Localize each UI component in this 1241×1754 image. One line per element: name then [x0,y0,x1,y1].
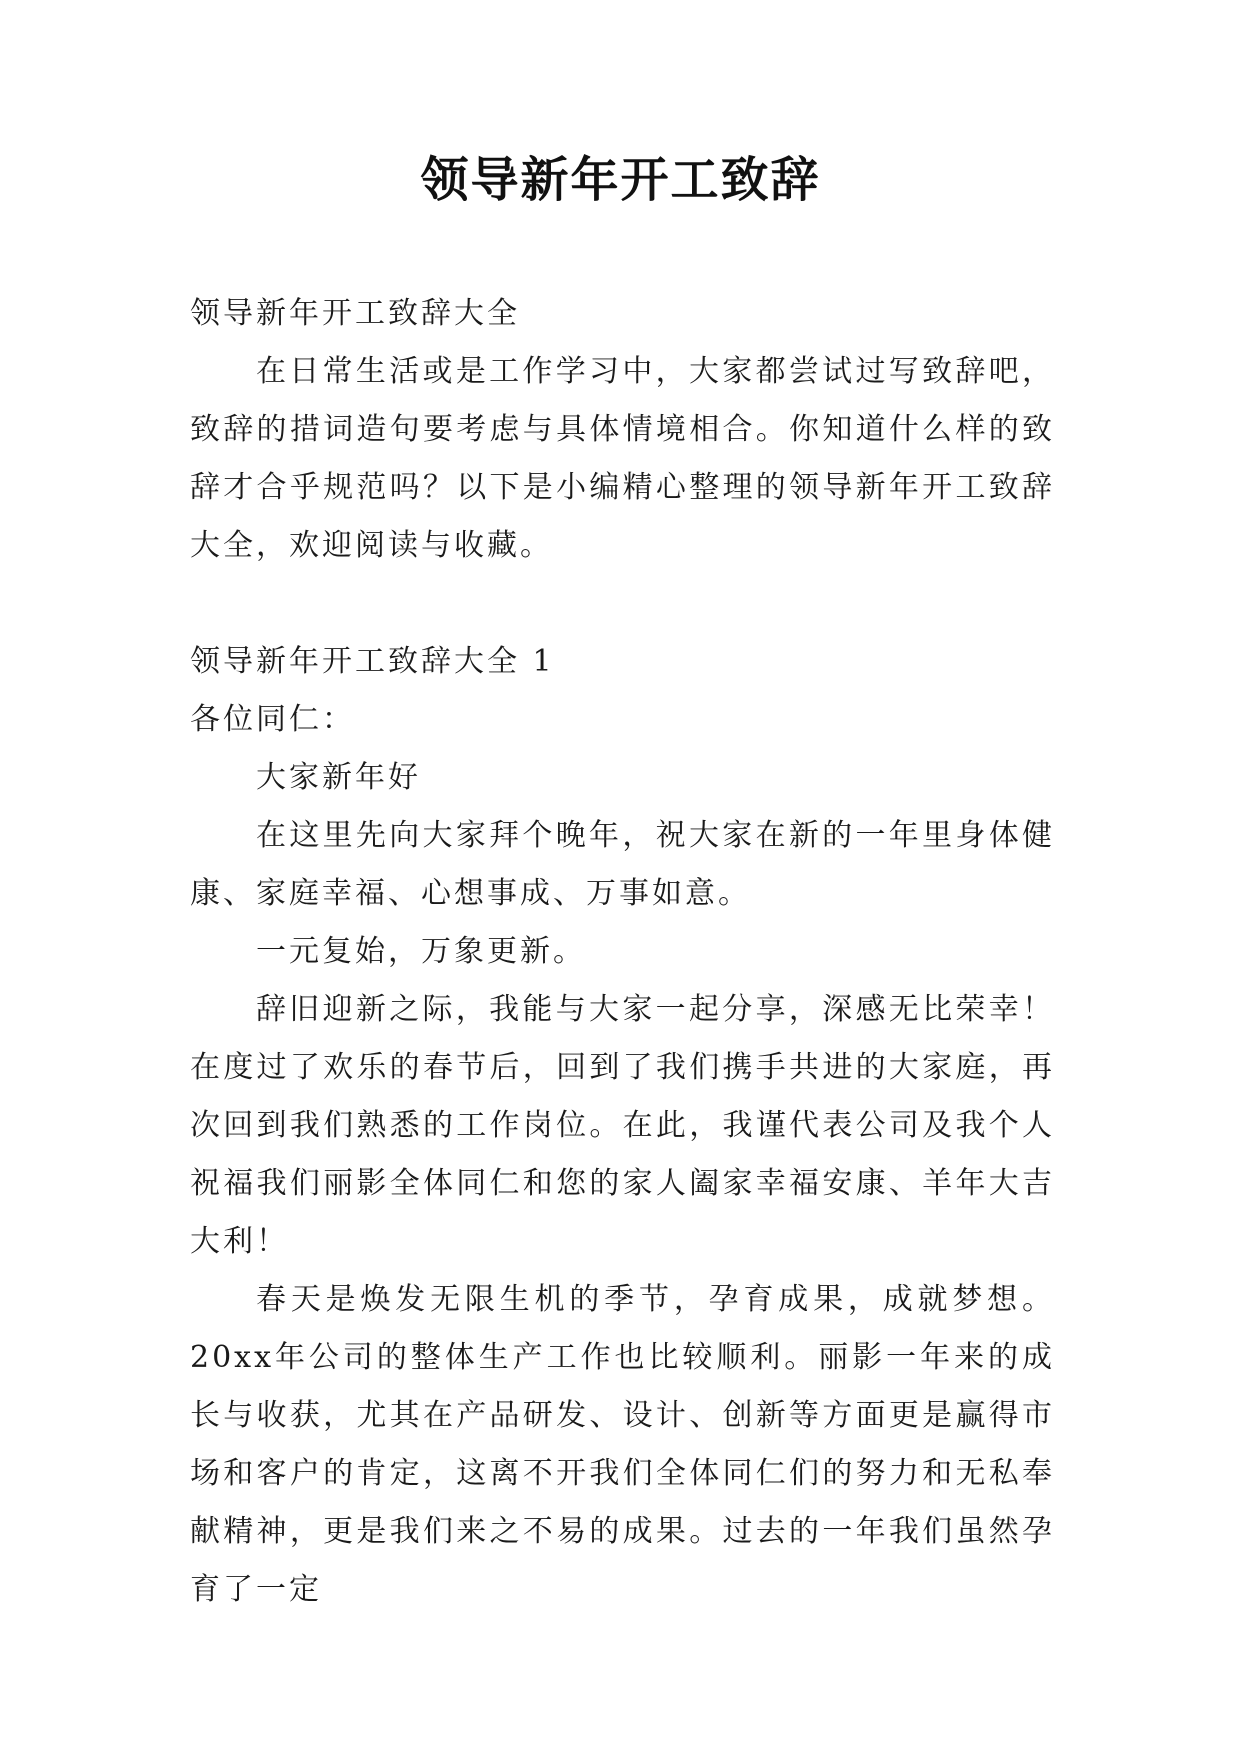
document-body [190,285,1055,1619]
paragraph: 一元复始，万象更新。 [256,934,586,969]
paragraph: 辞旧迎新之际，我能与大家一起分享，深感无比荣幸！在度过了欢乐的春节后，回到了我们携手共进的大家庭，再次回到我们熟悉的工作岗位。在此，我谨代表公司及我个人祝福我们丽影全体同仁和您的家人阖家幸福安康、羊年大吉大利！ [190,992,1055,1259]
paragraph: 大家新年好 [256,760,421,795]
salutation: 各位同仁： [190,702,355,737]
document-title: 领导新年开工致辞 [420,152,821,208]
paragraph: 春天是焕发无限生机的季节，孕育成果，成就梦想。20xx年公司的整体生产工作也比较顺利。丽影一年来的成长与收获，尤其在产品研发、设计、创新等方面更是赢得市场和客户的肯定，这离不开我们全体同仁们的努力和无私奉献精神，更是我们来之不易的成果。过去的一年我们虽然孕育了一定 [190,1282,1055,1607]
intro-paragraph: 在日常生活或是工作学习中，大家都尝试过写致辞吧，致辞的措词造句要考虑与具体情境相合。你知道什么样的致辞才合乎规范吗？以下是小编精心整理的领导新年开工致辞大全，欢迎阅读与收藏。 [190,354,1055,563]
speech-title: 领导新年开工致辞大全 1 [190,644,555,679]
paragraph: 在这里先向大家拜个晚年，祝大家在新的一年里身体健康、家庭幸福、心想事成、万事如意。 [190,818,1055,911]
paragraph-gap [190,575,1055,633]
section-heading: 领导新年开工致辞大全 [190,296,520,331]
